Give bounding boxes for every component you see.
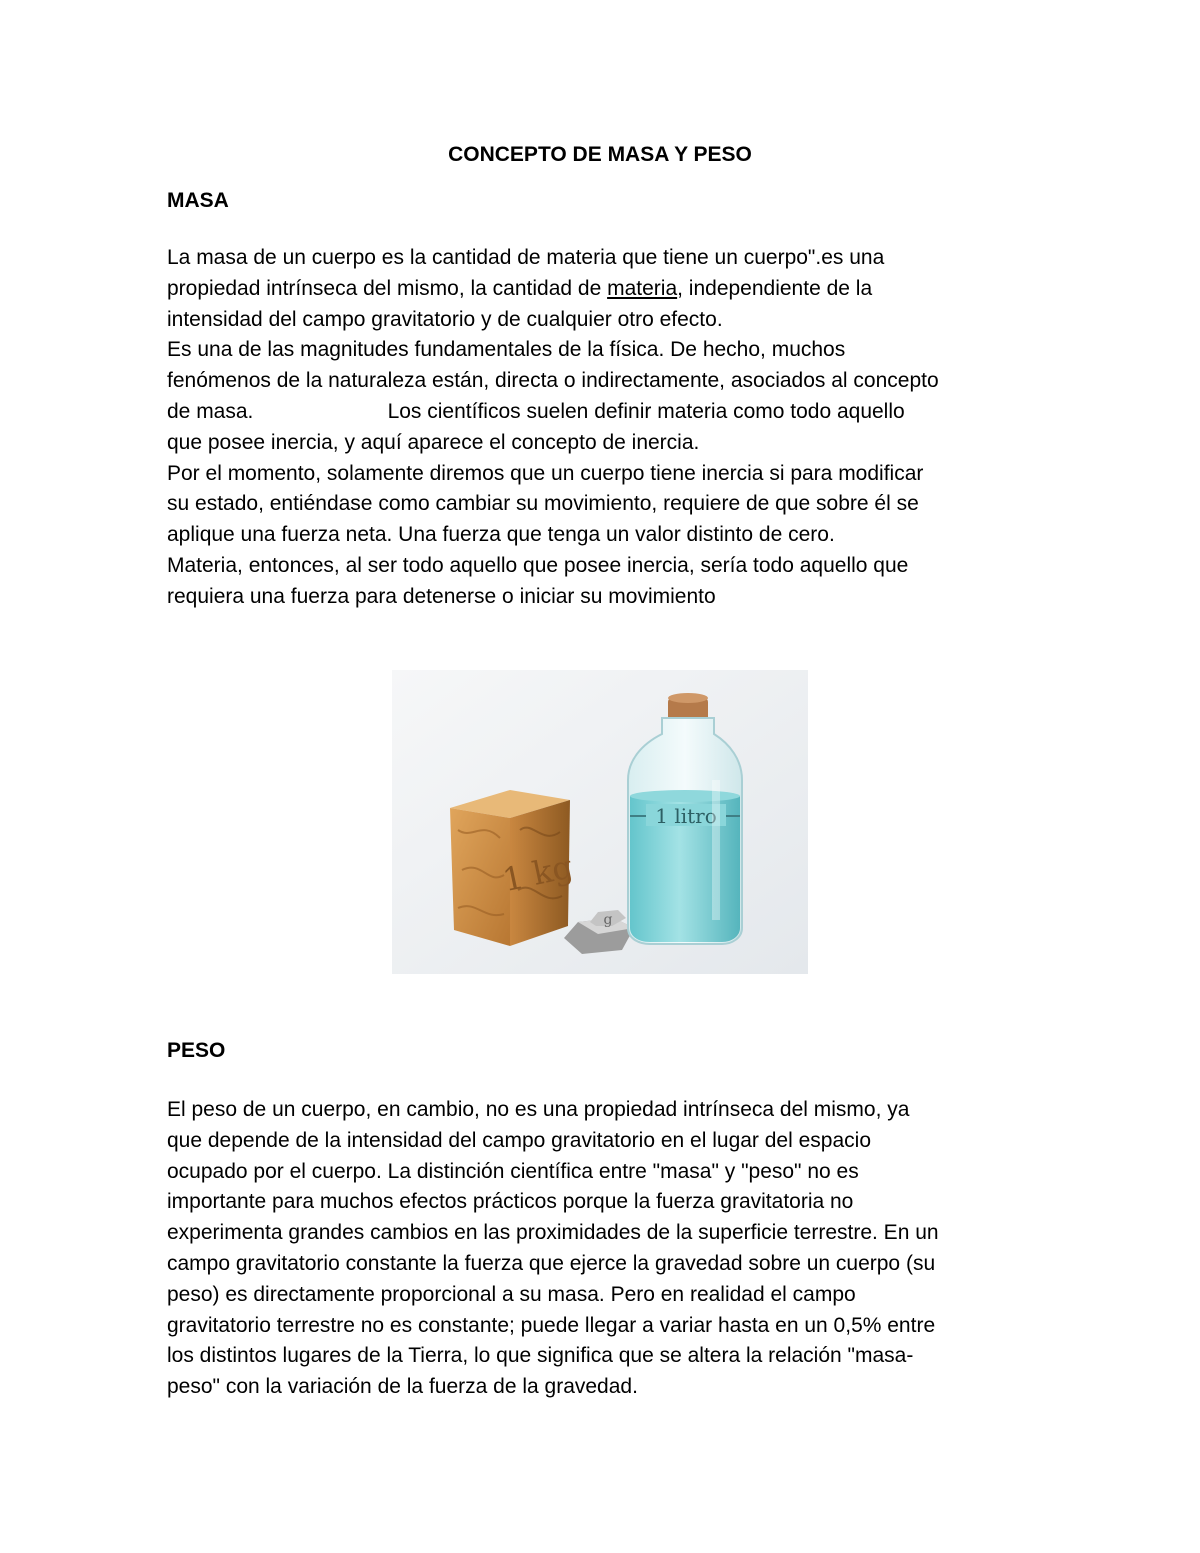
text-line: Materia, entonces, al ser todo aquello que posee inercia, sería todo aquello que	[167, 553, 909, 577]
wood-cube	[450, 790, 576, 946]
text-line: que posee inercia, y aquí aparece el concepto de inercia.	[167, 430, 700, 454]
bottle-label: 1 litro	[655, 804, 717, 828]
text-line: importante para muchos efectos prácticos porque la fuerza gravitatoria no	[167, 1190, 854, 1214]
text-line: de masa. Los científicos suelen definir materia como todo aquello	[167, 399, 905, 423]
text-line: requiera una fuerza para detenerse o iniciar su movimiento	[167, 584, 716, 608]
text-line: La masa de un cuerpo es la cantidad de materia que tiene un cuerpo".es una	[167, 246, 885, 269]
text-line: El peso de un cuerpo, en cambio, no es una propiedad intrínseca del mismo, ya	[167, 1098, 910, 1121]
paragraph-masa	[167, 243, 1067, 613]
text-line: gravitatorio terrestre no es constante; puede llegar a variar hasta en un 0,5% entre	[167, 1313, 936, 1337]
mass-volume-illustration	[392, 670, 808, 974]
paragraph-peso	[167, 1095, 1067, 1403]
materia-link[interactable]: materia	[607, 276, 678, 300]
text-line: los distintos lugares de la Tierra, lo que significa que se altera la relación "masa-	[167, 1344, 914, 1368]
text-line: ocupado por el cuerpo. La distinción científica entre "masa" y "peso" no es	[167, 1159, 859, 1183]
text-line: peso) es directamente proporcional a su masa. Pero en realidad el campo	[167, 1282, 856, 1306]
document-title: CONCEPTO DE MASA Y PESO	[448, 143, 752, 166]
section-heading-peso: PESO	[167, 1039, 226, 1062]
text-line: peso" con la variación de la fuerza de la gravedad.	[167, 1375, 638, 1399]
text-line: experimenta grandes cambios en las proximidades de la superficie terrestre. En un	[167, 1221, 939, 1245]
text-line: fenómenos de la naturaleza están, directa o indirectamente, asociados al concepto	[167, 369, 939, 393]
cube-label: 1 kg	[499, 847, 577, 900]
text-line: campo gravitatorio constante la fuerza que ejerce la gravedad sobre un cuerpo (su	[167, 1251, 936, 1275]
text-line: intensidad del campo gravitatorio y de cualquier otro efecto.	[167, 307, 723, 331]
text-line	[167, 274, 1067, 305]
text-line: Es una de las magnitudes fundamentales de la física. De hecho, muchos	[167, 338, 846, 362]
weight-label: g	[603, 912, 613, 928]
text-line: que depende de la intensidad del campo gravitatorio en el lugar del espacio	[167, 1128, 871, 1152]
text-segment: propiedad intrínseca del mismo, la cantidad de	[167, 276, 608, 300]
text-line: su estado, entiéndase como cambiar su movimiento, requiere de que sobre él se	[167, 492, 919, 516]
text-segment: , independiente de la	[677, 276, 873, 300]
text-line: aplique una fuerza neta. Una fuerza que tenga un valor distinto de cero.	[167, 523, 835, 547]
text-line: Por el momento, solamente diremos que un cuerpo tiene inercia si para modificar	[167, 461, 924, 485]
section-heading-masa: MASA	[167, 189, 229, 212]
